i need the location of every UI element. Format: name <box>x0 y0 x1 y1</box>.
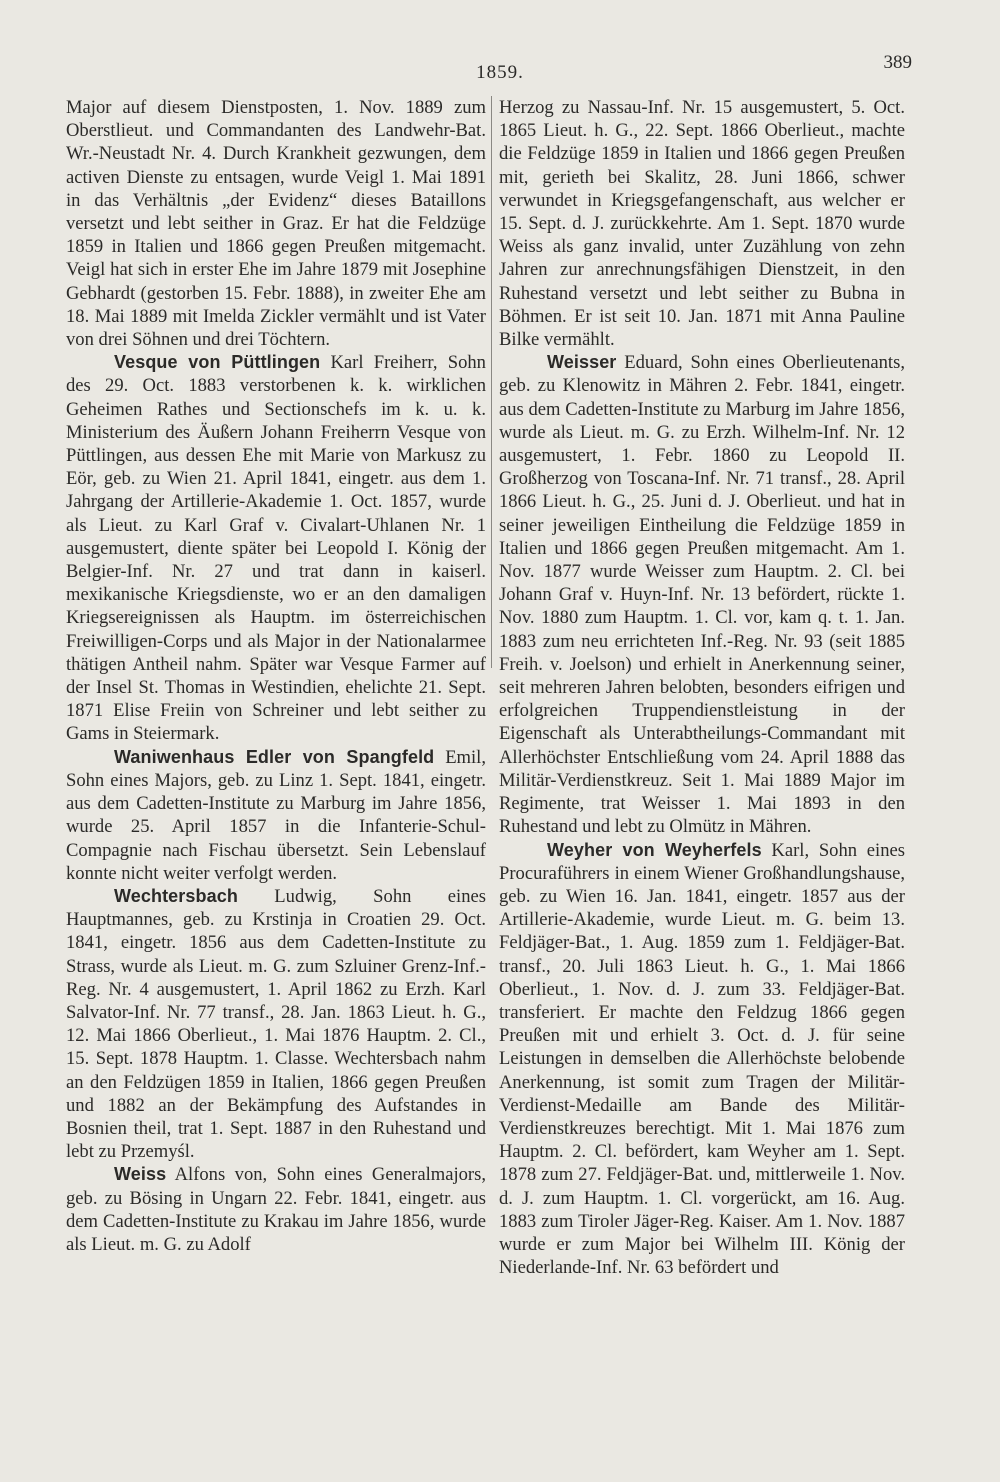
page-number: 389 <box>883 52 912 73</box>
entry-name: Vesque von Püttlingen <box>114 352 321 373</box>
biography-entry <box>66 885 486 1163</box>
paragraph-text: Herzog zu Nassau-Inf. Nr. 15 ausgemustert, 5. Oct. 1865 Lieut. h. G., 22. Sept. 1866 Oberlieut., machte die Feldzüge 1859 in Italien und 1866 gegen Preußen mit, gerieth bei Skalitz, 28. Juni 1866, schwer verwundet in Kriegsgefangenschaft, aus welcher er 15. Sept. d. J. zurückkehrte. Am 1. Sept. 1870 wurde Weiss als ganz invalid, unter Zuzählung von zehn Jahren zur anrechnungsfähigen Dienstzeit, in den Ruhestand versetzt und lebt seither zu Bubna in Böhmen. Er ist seit 10. Jan. 1871 mit Anna Pauline Bilke vermählt. <box>499 97 905 351</box>
left-column <box>66 96 486 1256</box>
paragraph-continuation <box>499 96 905 351</box>
page-header-year: 1859. <box>476 62 524 83</box>
biography-entry <box>499 839 905 1280</box>
entry-text: Alfons von, Sohn eines Generalmajors, geb. zu Bösing in Ungarn 22. Febr. 1841, eingetr. aus dem Cadetten-Institute zu Krakau im Jahre 1856, wurde als Lieut. m. G. zu Adolf <box>66 1164 486 1255</box>
biography-entry <box>66 1163 486 1256</box>
entry-name: Weiss <box>114 1164 167 1185</box>
biography-entry <box>499 351 905 838</box>
entry-name: Wechtersbach <box>114 885 238 906</box>
entry-text: Eduard, Sohn eines Oberlieutenants, geb. zu Klenowitz in Mähren 2. Febr. 1841, eingetr. aus dem Cadetten-Institute zu Marburg im Jahre 1856, wurde als Lieut. m. G. zu Erzh. Wilhelm-Inf. Nr. 12 ausgemustert, 1. Febr. 1860 zu Leopold II. Großherzog von Toscana-Inf. Nr. 71 transf., 28. April 1866 Lieut. h. G., 25. Juni d. J. Oberlieut. und hat in seiner jeweiligen Eintheilung die Feldzüge 1859 in Italien und 1866 gegen Preußen mitgemacht. Am 1. Nov. 1877 wurde Weisser zum Hauptm. 2. Cl. bei Johann Graf v. Huyn-Inf. Nr. 13 befördert, rückte 1. Nov. 1880 zum Hauptm. 1. Cl. vor, kam q. t. 1. Jan. 1883 zum neu errichteten Inf.-Reg. Nr. 93 (seit 1885 Freih. v. Joelson) und erhielt in Anerkennung seiner, seit mehreren Jahren belobten, besonders eifrigen und erfolgreichen Truppendienstleistung in der Eigenschaft als Unterabtheilungs-Commandant mit Allerhöchster Entschließung vom 24. April 1888 das Militär-Verdienstkreuz. Seit 1. Mai 1889 Major im Regimente, trat Weisser 1. Mai 1893 in den Ruhestand und lebt zu Olmütz in Mähren. <box>499 352 905 838</box>
biography-entry <box>66 351 486 745</box>
paragraph-continuation <box>66 96 486 351</box>
entry-name: Weyher von Weyherfels <box>547 839 762 860</box>
entry-name: Waniwenhaus Edler von Spangfeld <box>114 746 435 767</box>
entry-text: Emil, Sohn eines Majors, geb. zu Linz 1. Sept. 1841, eingetr. aus dem Cadetten-Institute zu Marburg im Jahre 1856, wurde 25. April 1857 in die Infanterie-Schul-Compagnie nach Fischau übersetzt. Sein Lebenslauf konnte nicht weiter verfolgt werden. <box>66 746 486 884</box>
entry-text: Ludwig, Sohn eines Hauptmannes, geb. zu Krstinja in Croatien 29. Oct. 1841, eingetr. 1856 aus dem Cadetten-Institute zu Strass, wurde als Lieut. m. G. zum Szluiner Grenz-Inf.-Reg. Nr. 4 ausgemustert, 1. April 1862 zu Erzh. Karl Salvator-Inf. Nr. 77 transf., 28. Jan. 1863 Lieut. h. G., 12. Mai 1866 Oberlieut., 1. Mai 1876 Hauptm. 2. Cl., 15. Sept. 1878 Hauptm. 1. Classe. Wechtersbach nahm an den Feldzügen 1859 in Italien, 1866 gegen Preußen und 1882 an der Bekämpfung des Aufstandes in Bosnien theil, trat 1. Sept. 1887 in den Ruhestand und lebt zu Przemyśl. <box>66 885 486 1163</box>
biography-entry <box>66 746 486 885</box>
entry-text: Karl, Sohn eines Procuraführers in einem Wiener Großhandlungshause, geb. zu Wien 16. Jan. 1841, eingetr. 1857 aus der Artillerie-Akademie, wurde Lieut. m. G. beim 13. Feldjäger-Bat., 1. Aug. 1859 zum 1. Feldjäger-Bat. transf., 20. Juli 1863 Lieut. h. G., 1. Mai 1866 Oberlieut., 1. Nov. d. J. zum 33. Feldjäger-Bat. transferiert. Er machte den Feldzug 1866 gegen Preußen mit und erhielt 3. Oct. d. J. für seine Leistungen in demselben die Allerhöchste belobende Anerkennung, ist somit zum Tragen der Militär-Verdienst-Medaille am Bande des Militär-Verdienstkreuzes berechtigt. Mit 1. Mai 1876 zum Hauptm. 2. Cl. befördert, kam Weyher am 1. Sept. 1878 zum 27. Feldjäger-Bat. und, mittlerweile 1. Nov. d. J. zum Hauptm. 1. Cl. vorgerückt, am 16. Aug. 1883 zum Tiroler Jäger-Reg. Kaiser. Am 1. Nov. 1887 wurde er zum Major bei Wilhelm III. König der Niederlande-Inf. Nr. 63 befördert und <box>499 839 905 1279</box>
entry-name: Weisser <box>547 352 617 373</box>
paragraph-text: Major auf diesem Dienstposten, 1. Nov. 1889 zum Oberstlieut. und Commandanten des Landwehr-Bat. Wr.-Neustadt Nr. 4. Durch Krankheit gezwungen, dem activen Dienste zu entsagen, wurde Veigl 1. Mai 1891 in das Verhältnis „der Evidenz“ dieses Bataillons versetzt und lebt seither in Graz. Er hat die Feldzüge 1859 in Italien und 1866 gegen Preußen mitgemacht. Veigl hat sich in erster Ehe im Jahre 1879 mit Josephine Gebhardt (gestorben 15. Febr. 1888), in zweiter Ehe am 18. Mai 1889 mit Imelda Zickler vermählt und ist Vater von drei Söhnen und drei Töchtern. <box>66 97 486 351</box>
column-divider <box>491 96 492 668</box>
entry-text: Karl Freiherr, Sohn des 29. Oct. 1883 verstorbenen k. k. wirklichen Geheimen Rathes und Sectionschefs im k. u. k. Ministerium des Äußern Johann Freiherrn Vesque von Püttlingen, aus dessen Ehe mit Marie von Markusz zu Eör, geb. zu Wien 21. April 1841, eingetr. aus dem 1. Jahrgang der Artillerie-Akademie 1. Oct. 1857, wurde als Lieut. zu Karl Graf v. Civalart-Uhlanen Nr. 1 ausgemustert, diente später bei Leopold I. König der Belgier-Inf. Nr. 27 und trat dann in kaiserl. mexikanische Kriegsdienste, wo er an den damaligen Kriegsereignissen als Hauptm. im österreichischen Freiwilligen-Corps und als Major in der Nationalarmee thätigen Antheil nahm. Später war Vesque Farmer auf der Insel St. Thomas in Westindien, ehelichte 21. Sept. 1871 Elise Freiin von Schreiner und lebt seither zu Gams in Steiermark. <box>66 352 486 745</box>
right-column <box>499 96 905 1279</box>
